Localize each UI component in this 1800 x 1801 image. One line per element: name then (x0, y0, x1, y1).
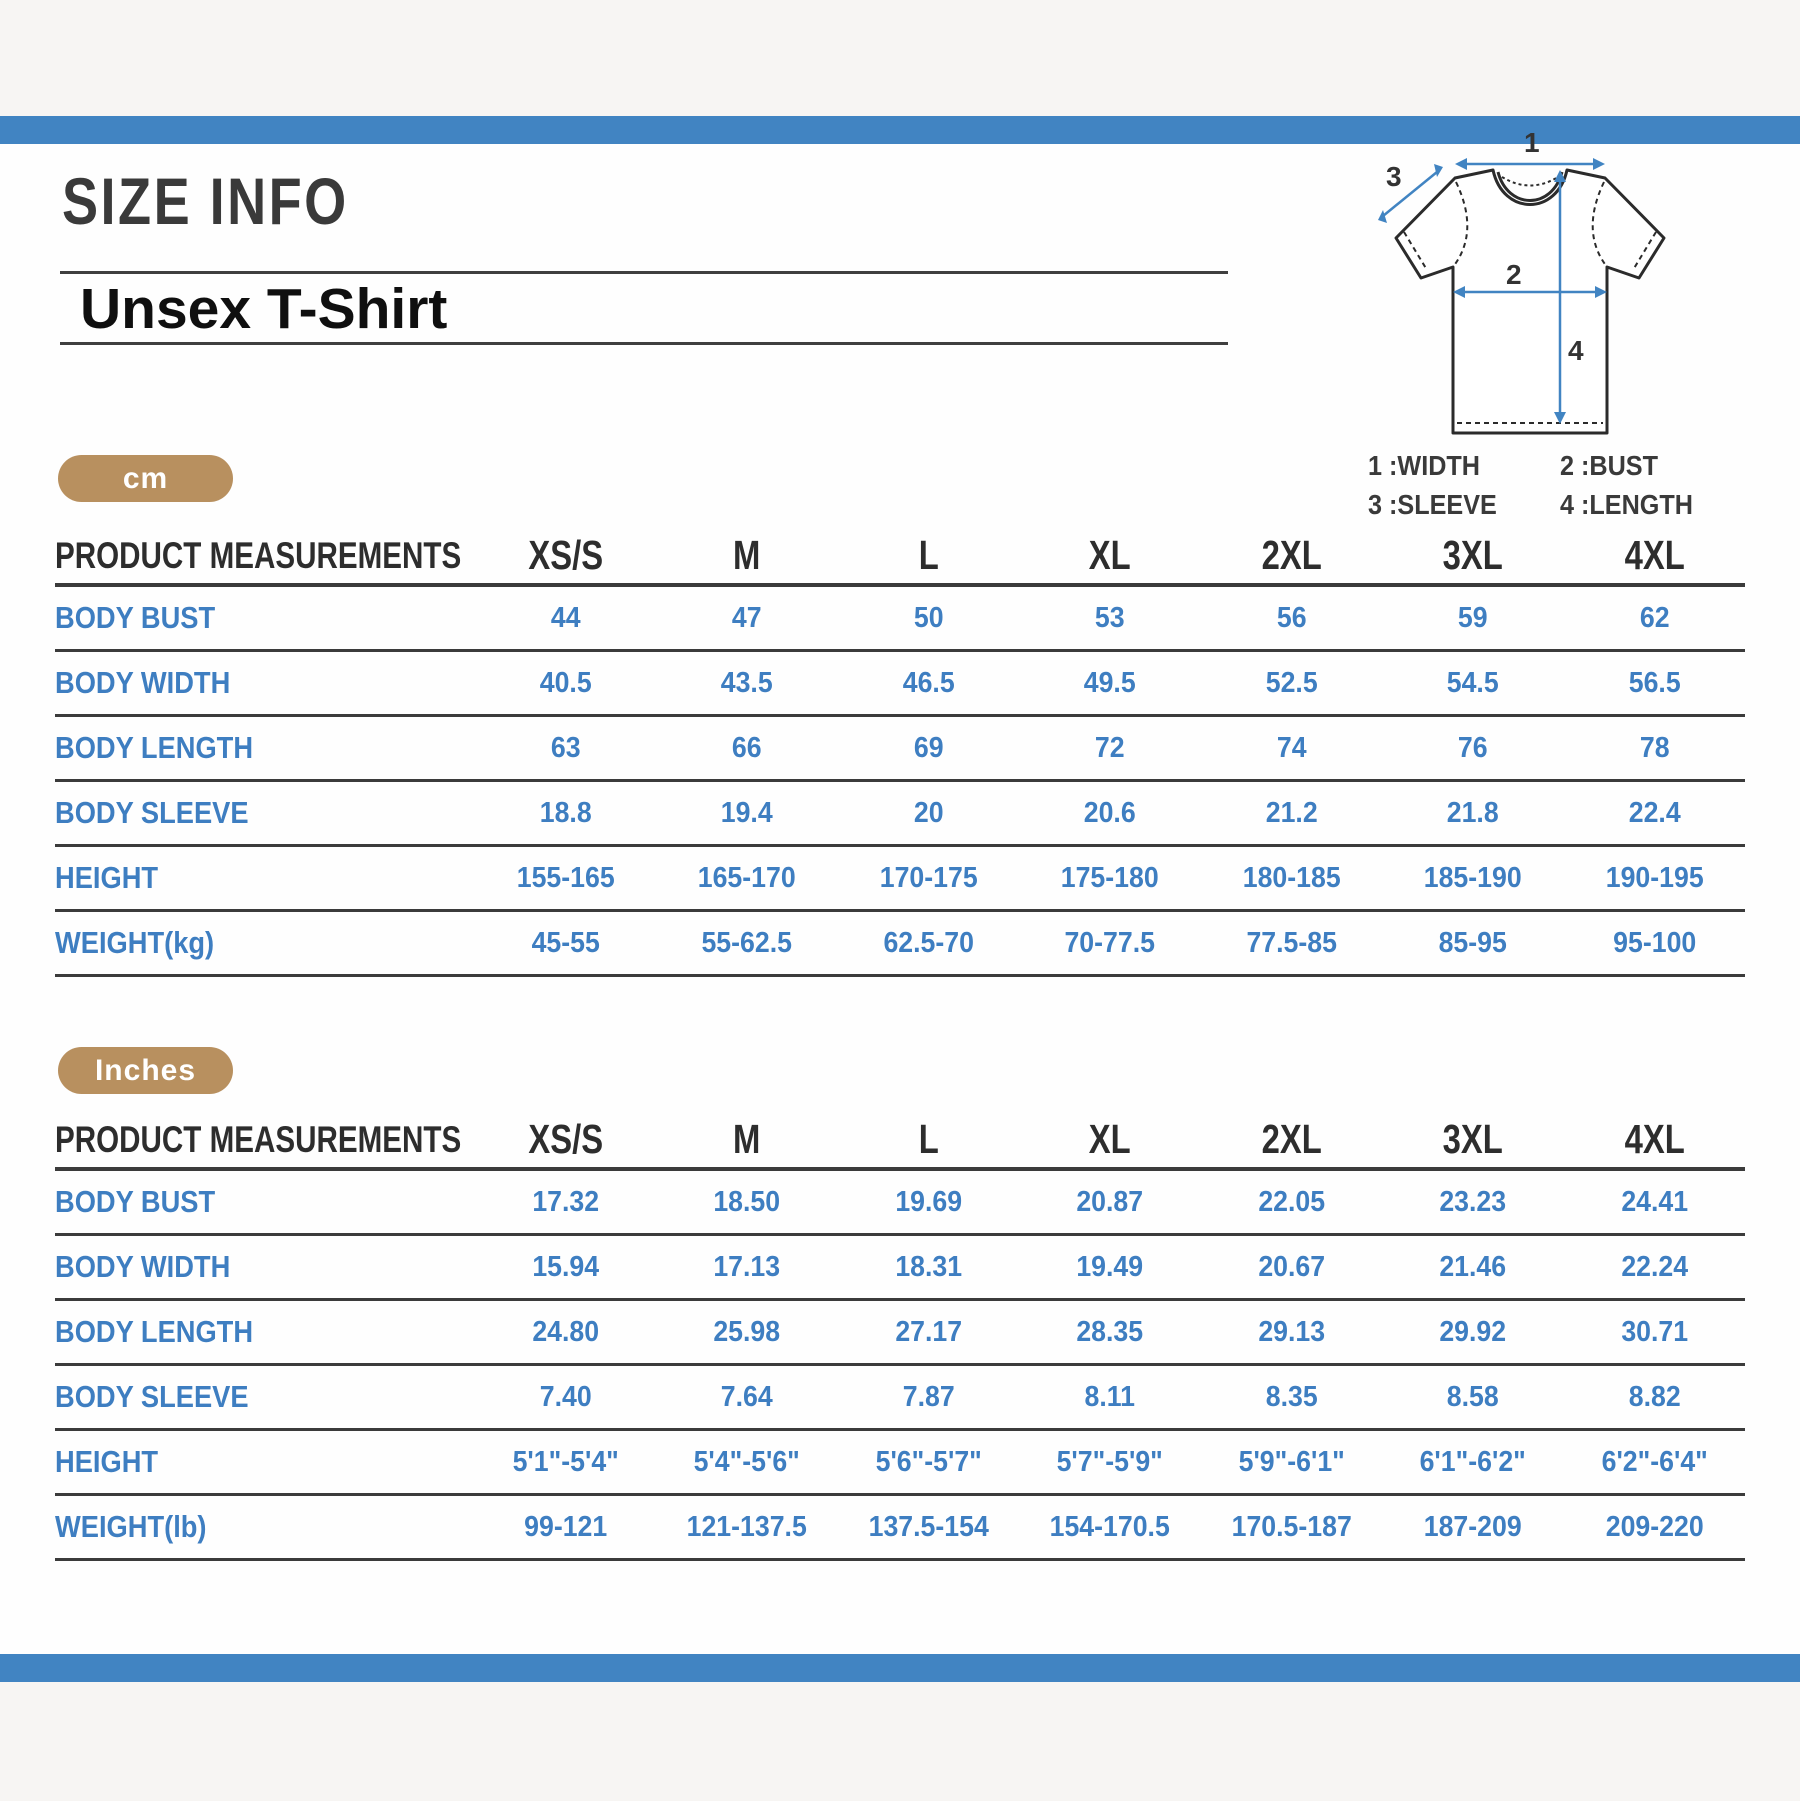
column-header: 4XL (1624, 1116, 1685, 1162)
size-value: 62 (1639, 601, 1670, 634)
sleeve-arrow-label: 3 (1386, 161, 1402, 192)
table-row (55, 1431, 1745, 1496)
size-value: 76 (1458, 731, 1488, 764)
table-row (55, 1171, 1745, 1236)
row-label: HEIGHT (55, 860, 159, 895)
size-value: 180-185 (1242, 861, 1341, 894)
row-label: BODY SLEEVE (55, 795, 249, 830)
size-value: 54.5 (1446, 666, 1499, 699)
size-value: 17.32 (532, 1185, 600, 1218)
size-value: 175-180 (1061, 861, 1159, 894)
unit-badge-inches: Inches (58, 1047, 233, 1094)
size-value: 28.35 (1076, 1315, 1144, 1348)
size-value: 209-220 (1605, 1510, 1704, 1543)
size-value: 20 (913, 796, 944, 829)
column-header: XL (1089, 1116, 1131, 1162)
product-name: Unsex T-Shirt (80, 277, 448, 341)
size-value: 185-190 (1423, 861, 1522, 894)
size-value: 20.87 (1076, 1185, 1144, 1218)
column-header: PRODUCT MEASUREMENTS (55, 534, 462, 576)
column-header: M (733, 532, 761, 578)
size-value: 70-77.5 (1064, 926, 1156, 959)
size-value: 62.5-70 (883, 926, 974, 959)
size-table-cm (55, 528, 1745, 977)
table-row (55, 717, 1745, 782)
size-value: 78 (1639, 731, 1670, 764)
size-value: 18.31 (895, 1250, 962, 1283)
size-value: 56 (1276, 601, 1307, 634)
tshirt-outline (1396, 170, 1664, 433)
divider-line (60, 342, 1228, 345)
legend-item: 1 :WIDTH (1368, 450, 1480, 481)
size-value: 29.92 (1439, 1315, 1507, 1348)
size-value: 22.4 (1628, 796, 1681, 829)
size-value: 99-121 (524, 1510, 608, 1543)
size-value: 7.40 (539, 1380, 592, 1413)
table-row (55, 847, 1745, 912)
size-value: 7.64 (721, 1380, 774, 1413)
row-label: BODY WIDTH (55, 665, 231, 700)
measurement-legend (1368, 450, 1748, 521)
size-value: 55-62.5 (701, 926, 793, 959)
size-value: 25.98 (713, 1315, 781, 1348)
size-value: 24.41 (1620, 1185, 1688, 1218)
size-value: 45-55 (531, 926, 600, 959)
size-value: 52.5 (1265, 666, 1318, 699)
size-value: 6'2"-6'4" (1601, 1445, 1708, 1478)
table-row (55, 1236, 1745, 1301)
size-value: 8.82 (1628, 1380, 1681, 1413)
size-value: 187-209 (1423, 1510, 1522, 1543)
size-value: 7.87 (902, 1380, 955, 1413)
table-row (55, 1366, 1745, 1431)
column-header: 2XL (1261, 532, 1322, 578)
size-value: 74 (1276, 731, 1307, 764)
size-value: 137.5-154 (868, 1510, 989, 1543)
size-value: 165-170 (698, 861, 797, 894)
width-arrow-label: 1 (1524, 127, 1540, 158)
size-value: 8.11 (1084, 1380, 1136, 1413)
bottom-accent-bar (0, 1654, 1800, 1682)
size-value: 5'4"-5'6" (694, 1445, 801, 1478)
size-value: 21.8 (1446, 796, 1499, 829)
size-value: 24.80 (532, 1315, 600, 1348)
size-value: 63 (550, 731, 581, 764)
row-label: BODY WIDTH (55, 1249, 231, 1284)
column-header: XS/S (528, 532, 604, 578)
size-value: 59 (1458, 601, 1488, 634)
divider-line (60, 271, 1228, 274)
collar-stitching (1502, 177, 1558, 186)
tshirt-measurement-diagram (1330, 120, 1750, 530)
page-title: SIZE INFO (62, 164, 349, 238)
column-header: 2XL (1261, 1116, 1322, 1162)
size-value: 27.17 (895, 1315, 962, 1348)
size-value: 18.50 (713, 1185, 781, 1218)
table-row (55, 1496, 1745, 1561)
size-value: 15.94 (532, 1250, 600, 1283)
size-value: 85-95 (1438, 926, 1507, 959)
size-value: 6'1"-6'2" (1419, 1445, 1526, 1478)
size-value: 49.5 (1084, 666, 1136, 699)
table-row (55, 912, 1745, 977)
size-value: 5'1"-5'4" (512, 1445, 619, 1478)
size-value: 66 (732, 731, 762, 764)
column-header: M (733, 1116, 761, 1162)
size-value: 69 (913, 731, 944, 764)
size-value: 22.05 (1258, 1185, 1325, 1218)
size-value: 8.35 (1265, 1380, 1318, 1413)
column-header: 3XL (1442, 1116, 1503, 1162)
size-value: 46.5 (902, 666, 955, 699)
size-value: 17.13 (713, 1250, 781, 1283)
size-value: 72 (1095, 731, 1125, 764)
table-row (55, 587, 1745, 652)
column-header: PRODUCT MEASUREMENTS (55, 1118, 462, 1160)
table-row (55, 782, 1745, 847)
size-value: 77.5-85 (1246, 926, 1337, 959)
size-value: 95-100 (1612, 926, 1696, 959)
column-header: L (918, 1116, 939, 1162)
row-label: HEIGHT (55, 1444, 159, 1479)
table-row (55, 652, 1745, 717)
size-value: 154-170.5 (1049, 1510, 1171, 1543)
size-value: 19.69 (895, 1185, 962, 1218)
bust-arrow-label: 2 (1506, 259, 1522, 290)
size-value: 30.71 (1620, 1315, 1688, 1348)
column-header: XL (1089, 532, 1131, 578)
column-header: XS/S (528, 1116, 604, 1162)
size-value: 19.49 (1076, 1250, 1144, 1283)
size-value: 43.5 (721, 666, 774, 699)
size-value: 23.23 (1439, 1185, 1507, 1218)
size-value: 170-175 (879, 861, 978, 894)
size-value: 20.6 (1084, 796, 1136, 829)
row-label: WEIGHT(lb) (55, 1509, 207, 1544)
size-value: 56.5 (1628, 666, 1681, 699)
column-header: 4XL (1624, 532, 1685, 578)
size-value: 47 (732, 601, 762, 634)
size-value: 21.46 (1439, 1250, 1507, 1283)
size-value: 121-137.5 (687, 1510, 808, 1543)
column-header: L (918, 532, 939, 578)
unit-badge-cm: cm (58, 455, 233, 502)
column-header: 3XL (1442, 532, 1503, 578)
row-label: WEIGHT(kg) (55, 925, 215, 960)
row-label: BODY BUST (55, 1184, 216, 1219)
legend-item: 4 :LENGTH (1560, 489, 1694, 520)
size-value: 53 (1095, 601, 1125, 634)
size-value: 5'7"-5'9" (1056, 1445, 1164, 1478)
table-header-row (55, 1112, 1745, 1171)
table-row (55, 1301, 1745, 1366)
size-value: 21.2 (1265, 796, 1318, 829)
size-table-inches (55, 1112, 1745, 1561)
row-label: BODY LENGTH (55, 1314, 254, 1349)
size-value: 18.8 (539, 796, 592, 829)
size-value: 22.24 (1620, 1250, 1688, 1283)
size-value: 190-195 (1605, 861, 1704, 894)
table-header-row (55, 528, 1745, 587)
row-label: BODY SLEEVE (55, 1379, 249, 1414)
legend-item: 2 :BUST (1560, 450, 1659, 481)
size-value: 19.4 (721, 796, 774, 829)
legend-item: 3 :SLEEVE (1368, 489, 1497, 520)
size-value: 5'6"-5'7" (875, 1445, 982, 1478)
size-value: 50 (913, 601, 944, 634)
size-value: 44 (550, 601, 581, 634)
size-value: 40.5 (539, 666, 592, 699)
size-value: 5'9"-6'1" (1238, 1445, 1345, 1478)
row-label: BODY LENGTH (55, 730, 254, 765)
size-value: 170.5-187 (1231, 1510, 1352, 1543)
size-value: 20.67 (1258, 1250, 1325, 1283)
length-arrow-label: 4 (1568, 335, 1584, 366)
size-value: 29.13 (1258, 1315, 1325, 1348)
size-value: 155-165 (516, 861, 615, 894)
size-value: 8.58 (1446, 1380, 1499, 1413)
row-label: BODY BUST (55, 600, 216, 635)
